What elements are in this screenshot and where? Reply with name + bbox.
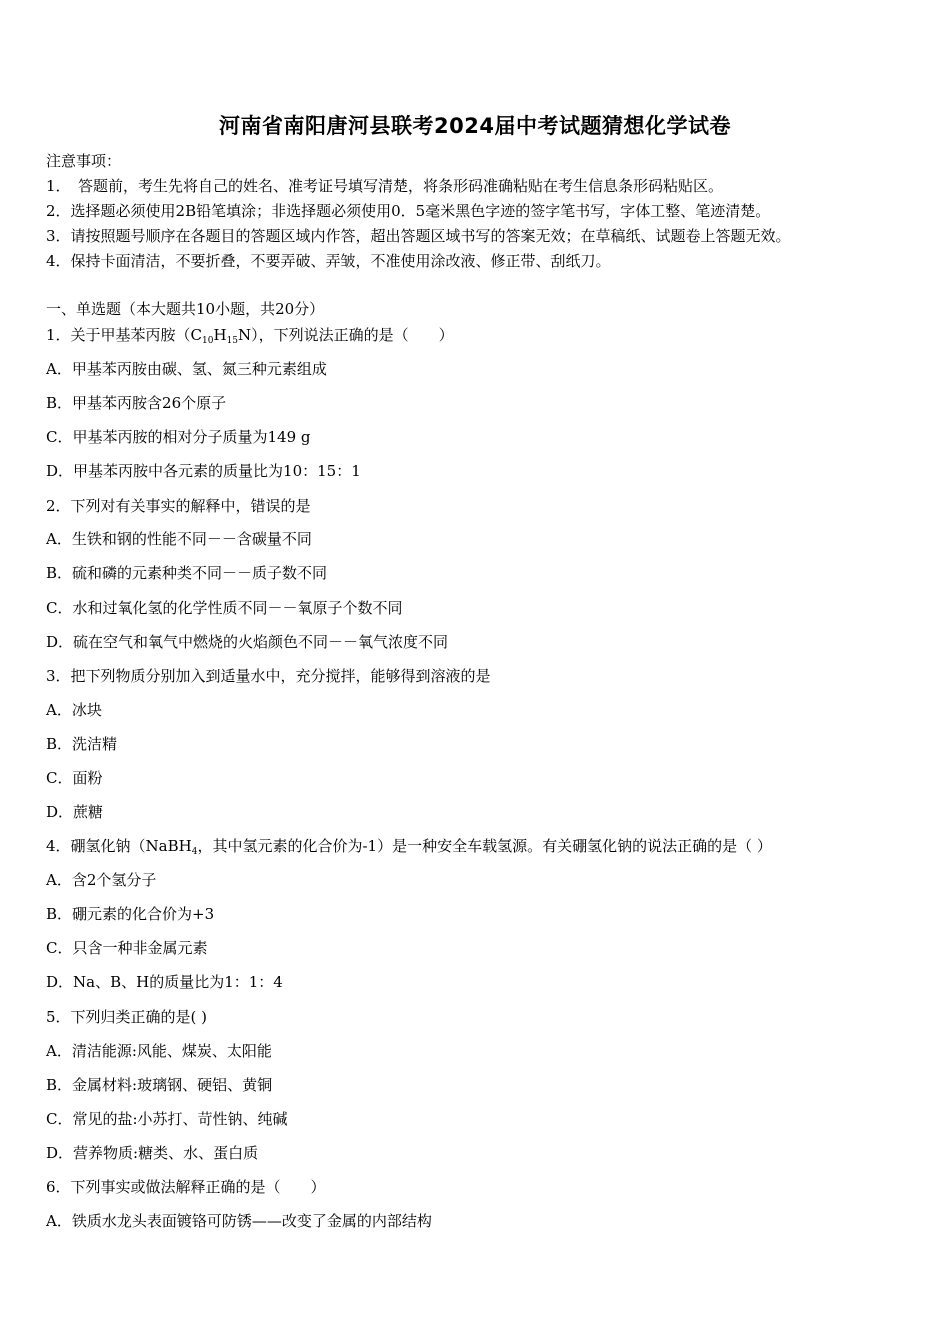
q3-option-b: B．洗洁精 [46, 735, 118, 753]
q5-option-b: B．金属材料:玻璃钢、硬铝、黄铜 [46, 1076, 273, 1094]
q3-option-d: D．蔗糖 [46, 803, 104, 821]
q5-option-d: D．营养物质:糖类、水、蛋白质 [46, 1144, 259, 1162]
notice-item-4: 4．保持卡面清洁，不要折叠，不要弄破、弄皱，不准使用涂改液、修正带、刮纸刀。 [46, 252, 611, 270]
q5-option-c: C．常见的盐:小苏打、苛性钠、纯碱 [46, 1110, 288, 1128]
question-4-stem [46, 837, 772, 861]
q2-option-b: B．硫和磷的元素种类不同－－质子数不同 [46, 564, 328, 582]
q2-option-d: D．硫在空气和氧气中燃烧的火焰颜色不同－－氧气浓度不同 [46, 633, 449, 651]
q5-option-a: A．清洁能源:风能、煤炭、太阳能 [46, 1042, 272, 1060]
question-1-stem [46, 326, 454, 350]
notice-item-3: 3．请按照题号顺序在各题目的答题区域内作答，超出答题区域书写的答案无效；在草稿纸、试题卷上答题无效。 [46, 227, 791, 245]
question-5-stem: 5．下列归类正确的是( ) [46, 1008, 208, 1026]
q4-option-b: B．硼元素的化合价为+3 [46, 905, 215, 923]
q1-stem-mid: H [213, 326, 227, 344]
notice-heading: 注意事项： [46, 152, 122, 170]
q1-option-c: C．甲基苯丙胺的相对分子质量为149 g [46, 428, 311, 446]
notice-item-1: 1． 答题前，考生先将自己的姓名、准考证号填写清楚，将条形码准确粘贴在考生信息条形码粘贴区。 [46, 177, 724, 195]
notice-item-2: 2．选择题必须使用2B铅笔填涂；非选择题必须使用0．5毫米黑色字迹的签字笔书写，字体工整、笔迹清楚。 [46, 202, 771, 220]
question-6-stem: 6．下列事实或做法解释正确的是（ ） [46, 1178, 326, 1196]
q1-stem-post: N），下列说法正确的是（ ） [238, 326, 454, 344]
question-2-stem: 2．下列对有关事实的解释中，错误的是 [46, 497, 311, 515]
section-heading: 一、单选题（本大题共10小题，共20分） [46, 300, 325, 318]
q4-option-c: C．只含一种非金属元素 [46, 939, 208, 957]
q1-stem-pre: 1．关于甲基苯丙胺（C [46, 326, 203, 344]
exam-title: 河南省南阳唐河县联考2024届中考试题猜想化学试卷 [219, 114, 731, 138]
question-3-stem: 3．把下列物质分别加入到适量水中，充分搅拌，能够得到溶液的是 [46, 667, 491, 685]
q1-stem-sub1: 10 [202, 336, 214, 346]
q4-option-d: D．Na、B、H的质量比为1：1：4 [46, 973, 283, 991]
q4-stem-sub1: 4 [191, 847, 198, 857]
q4-option-a: A．含2个氢分子 [46, 871, 157, 889]
q1-option-a: A．甲基苯丙胺由碳、氢、氮三种元素组成 [46, 360, 327, 378]
q2-option-c: C．水和过氧化氢的化学性质不同－－氧原子个数不同 [46, 599, 403, 617]
q2-option-a: A．生铁和钢的性能不同－－含碳量不同 [46, 530, 312, 548]
q6-option-a: A．铁质水龙头表面镀铬可防锈——改变了金属的内部结构 [46, 1212, 432, 1230]
q1-option-d: D．甲基苯丙胺中各元素的质量比为10：15：1 [46, 462, 361, 480]
q4-stem-pre: 4．硼氢化钠（NaBH [46, 837, 192, 855]
q1-option-b: B．甲基苯丙胺含26个原子 [46, 394, 227, 412]
q4-stem-post: ，其中氢元素的化合价为-1）是一种安全车载氢源。有关硼氢化钠的说法正确的是（ ） [197, 837, 772, 855]
q3-option-c: C．面粉 [46, 769, 103, 787]
q1-stem-sub2: 15 [226, 336, 239, 346]
q3-option-a: A．冰块 [46, 701, 102, 719]
